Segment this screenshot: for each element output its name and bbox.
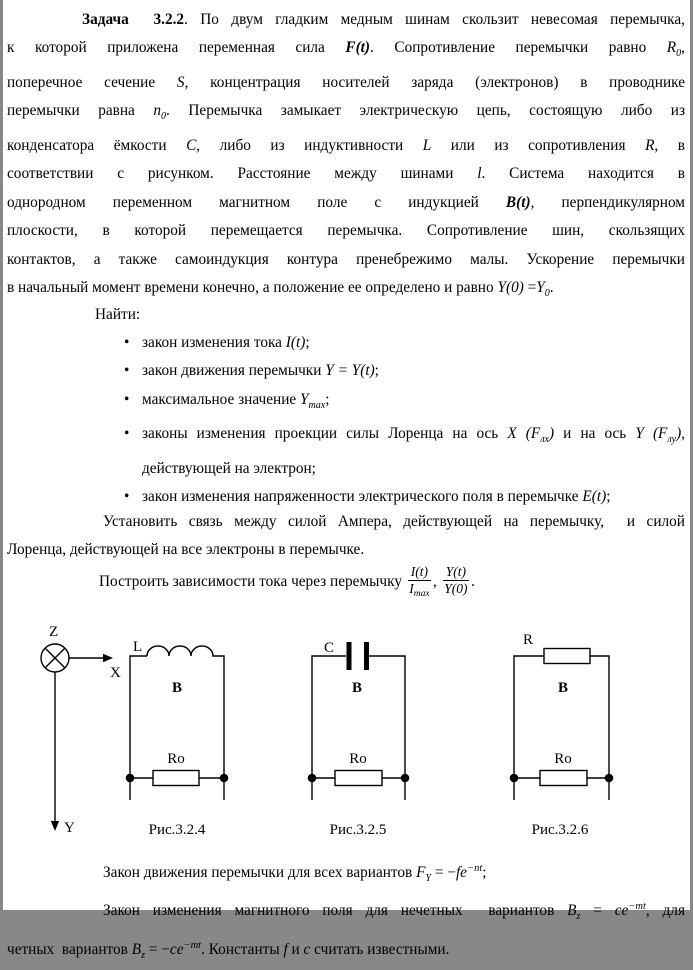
document-page	[3, 0, 690, 961]
bullet-item	[7, 357, 685, 385]
text-line: Закон изменения магнитного поля для нечетных вариантов $B_z = ce^{-mt}$, для	[103, 901, 685, 923]
text-line: Задача 3.2.2. По двум гладким медным шинам скользит невесомая перемычка,	[82, 11, 685, 28]
junction-dot	[605, 773, 614, 782]
field-label: B	[171, 679, 183, 696]
capacitor-label: C	[324, 639, 335, 656]
figure-caption: Рис.3.2.6	[531, 821, 589, 838]
axis-y-arrow	[51, 672, 59, 831]
field-label: B	[557, 679, 569, 696]
text-line: поперечное сечение S, концентрация носителей заряда (электронов) в проводнике	[7, 73, 685, 91]
fraction-position-ratio: $\frac{Y(t)}{Y(0)}$	[444, 563, 468, 596]
junction-dot	[510, 773, 519, 782]
junction-dot	[126, 773, 135, 782]
bullet-marker-icon: •	[124, 425, 130, 443]
field-label: B	[351, 679, 363, 696]
text-line: соответствии с рисунком. Расстояние между шинами l. Система находится в	[7, 165, 686, 183]
junction-dot	[220, 773, 229, 782]
text-line: конденсатора ёмкости C, либо из индуктивности L или из сопротивления R, в	[7, 136, 686, 154]
fraction-current-ratio: $\frac{I(t)}{I_{max}}$	[409, 563, 430, 599]
figure-caption: Рис.3.2.4	[148, 821, 206, 838]
resistor-Ro-symbol	[540, 770, 587, 785]
text-line: Закон движения перемычки для всех вариантов $F_Y = -fe^{-nt}$;	[103, 862, 487, 884]
figure-caption: Рис.3.2.5	[329, 821, 387, 838]
bullet-marker-icon: •	[124, 488, 130, 506]
text-line: в начальный момент времени конечно, а положение ее определено и равно $Y(0) =Y_0$.	[7, 279, 554, 300]
axis-x-arrow	[69, 653, 113, 661]
axis-y-label: Y	[64, 819, 75, 836]
bullet-item	[7, 386, 685, 420]
bullet-marker-icon: •	[124, 390, 130, 408]
text-line: закон изменения напряженности электрического поля в перемычке E(t);	[142, 488, 611, 506]
axis-x-label: X	[110, 664, 121, 681]
text-line: контактов, а также самоиндукция контура пренебрежимо малы. Ускорение перемычки	[7, 250, 685, 268]
text-line: закон движения перемычки Y = Y(t);	[142, 362, 379, 380]
build-paragraph	[7, 559, 685, 605]
inductor-label: L	[133, 638, 143, 655]
text-line: максимальное значение $Y_{max}$;	[142, 390, 330, 411]
bullet-list	[7, 329, 685, 512]
text-line: к которой приложена переменная сила F(t). Сопротивление перемычки равно $R_0$,	[7, 39, 685, 60]
junction-dot	[308, 773, 317, 782]
resistor-Ro-symbol	[153, 770, 199, 785]
circuit-capacitor	[308, 640, 410, 838]
text-line: плоскости, в которой перемещается перемычка. Сопротивление шин, скользящих	[7, 222, 685, 240]
text-line: Лоренца, действующей на все электроны в перемычке.	[7, 541, 365, 559]
bullet-text	[142, 483, 685, 511]
load-label: Ro	[554, 750, 572, 767]
problem-statement	[7, 6, 685, 309]
resistor-Ro-symbol	[335, 770, 382, 785]
relation-paragraph	[7, 508, 685, 565]
laws-section	[7, 855, 685, 970]
load-label: Ro	[167, 750, 185, 767]
bullet-text	[142, 329, 685, 357]
junction-dot	[401, 773, 410, 782]
bullet-marker-icon: •	[124, 333, 130, 351]
separator-text: ,	[433, 572, 441, 590]
text-line: закон изменения тока I(t);	[142, 333, 310, 351]
text-line: перемычки равна $n_0$. Перемычка замыкает электрическую цепь, состоящую либо из	[7, 102, 686, 123]
bullet-text	[142, 386, 685, 420]
resistor-label: R	[523, 631, 534, 648]
bullet-text	[142, 420, 685, 483]
bullet-item	[7, 420, 685, 483]
bullet-item	[7, 329, 685, 357]
build-lead-text: Построить зависимости тока через перемычку	[99, 572, 406, 590]
text-line: однородном переменном магнитном поле с индукцией B(t), перпендикулярном	[7, 193, 685, 211]
circuit-inductor	[126, 639, 229, 838]
text-line: законы изменения проекции силы Лоренца на ось X $(F_{лх})$ и на ось Y $(F_{лу})$,	[142, 425, 685, 446]
figure-canvas	[7, 610, 693, 845]
resistor-R-symbol	[544, 648, 590, 663]
into-page-icon	[41, 644, 69, 672]
bullet-marker-icon: •	[124, 362, 130, 380]
axis-z-label: Z	[49, 623, 59, 640]
period-text: .	[470, 572, 475, 590]
text-line: Установить связь между силой Ампера, действующей на перемычку, и силой	[103, 512, 685, 530]
text-line: Найти:	[95, 305, 141, 323]
text-line: действующей на электрон;	[142, 459, 316, 477]
text-line: четных вариантов $B_z = -ce^{-mt}$. Константы f и c считать известными.	[7, 939, 450, 961]
circuit-resistor	[510, 632, 614, 838]
load-label: Ro	[349, 750, 367, 767]
bullet-item	[7, 483, 685, 511]
capacitor-symbol	[349, 642, 367, 670]
coordinate-axes	[41, 624, 121, 836]
bullet-text	[142, 357, 685, 385]
